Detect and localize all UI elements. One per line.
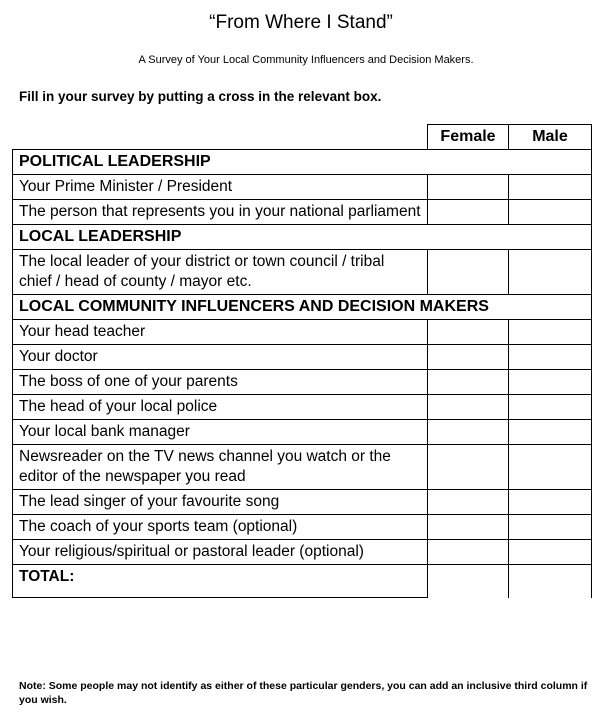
female-checkbox-cell[interactable] <box>428 490 509 515</box>
survey-item-row <box>13 345 592 370</box>
survey-item-row <box>13 420 592 445</box>
survey-item-label: The coach of your sports team (optional) <box>13 515 428 540</box>
male-checkbox-cell[interactable] <box>509 540 592 565</box>
survey-item-row <box>13 320 592 345</box>
survey-subtitle: A Survey of Your Local Community Influencers and Decision Makers. <box>138 54 474 66</box>
survey-table <box>12 124 592 598</box>
female-checkbox-cell[interactable] <box>428 420 509 445</box>
total-female-box[interactable] <box>428 565 509 598</box>
male-checkbox-cell[interactable] <box>509 320 592 345</box>
survey-item-label: Your local bank manager <box>13 420 428 445</box>
female-checkbox-cell[interactable] <box>428 395 509 420</box>
survey-item-label: Your doctor <box>13 345 428 370</box>
total-row <box>13 565 592 598</box>
female-checkbox-cell[interactable] <box>428 540 509 565</box>
section-title: POLITICAL LEADERSHIP <box>13 150 592 175</box>
survey-instruction: Fill in your survey by putting a cross in the relevant box. <box>19 89 382 104</box>
header-blank-cell <box>13 125 428 150</box>
section-title: LOCAL COMMUNITY INFLUENCERS AND DECISION MAKERS <box>13 295 592 320</box>
column-header-female: Female <box>428 125 509 150</box>
female-checkbox-cell[interactable] <box>428 200 509 225</box>
male-checkbox-cell[interactable] <box>509 345 592 370</box>
section-header-row <box>13 295 592 320</box>
female-checkbox-cell[interactable] <box>428 345 509 370</box>
male-checkbox-cell[interactable] <box>509 490 592 515</box>
female-checkbox-cell[interactable] <box>428 175 509 200</box>
survey-item-row <box>13 490 592 515</box>
survey-item-label: Your head teacher <box>13 320 428 345</box>
survey-item-label: The local leader of your district or town council / tribal chief / head of county / mayor etc. <box>13 250 428 295</box>
survey-item-label: The boss of one of your parents <box>13 370 428 395</box>
male-checkbox-cell[interactable] <box>509 175 592 200</box>
column-header-male: Male <box>509 125 592 150</box>
survey-item-row <box>13 370 592 395</box>
male-checkbox-cell[interactable] <box>509 370 592 395</box>
survey-body <box>13 150 592 598</box>
survey-item-label: The person that represents you in your national parliament <box>13 200 428 225</box>
male-checkbox-cell[interactable] <box>509 250 592 295</box>
footnote: Note: Some people may not identify as either of these particular genders, you can add an inclusive third column if you wish. <box>19 680 588 706</box>
survey-item-row <box>13 395 592 420</box>
male-checkbox-cell[interactable] <box>509 515 592 540</box>
male-checkbox-cell[interactable] <box>509 395 592 420</box>
female-checkbox-cell[interactable] <box>428 370 509 395</box>
survey-item-label: Newsreader on the TV news channel you watch or the editor of the newspaper you read <box>13 445 428 490</box>
total-male-box[interactable] <box>509 565 592 598</box>
survey-title: “From Where I Stand” <box>209 12 393 33</box>
survey-item-row <box>13 200 592 225</box>
male-checkbox-cell[interactable] <box>509 200 592 225</box>
survey-item-label: Your religious/spiritual or pastoral leader (optional) <box>13 540 428 565</box>
female-checkbox-cell[interactable] <box>428 515 509 540</box>
survey-item-row <box>13 515 592 540</box>
table-header-row <box>13 125 592 150</box>
total-label: TOTAL: <box>13 565 428 598</box>
section-title: LOCAL LEADERSHIP <box>13 225 592 250</box>
survey-item-label: The lead singer of your favourite song <box>13 490 428 515</box>
male-checkbox-cell[interactable] <box>509 420 592 445</box>
survey-item-row <box>13 445 592 490</box>
female-checkbox-cell[interactable] <box>428 250 509 295</box>
section-header-row <box>13 150 592 175</box>
female-checkbox-cell[interactable] <box>428 445 509 490</box>
survey-item-row <box>13 175 592 200</box>
female-checkbox-cell[interactable] <box>428 320 509 345</box>
survey-item-label: The head of your local police <box>13 395 428 420</box>
survey-item-row <box>13 540 592 565</box>
male-checkbox-cell[interactable] <box>509 445 592 490</box>
section-header-row <box>13 225 592 250</box>
survey-item-row <box>13 250 592 295</box>
survey-item-label: Your Prime Minister / President <box>13 175 428 200</box>
